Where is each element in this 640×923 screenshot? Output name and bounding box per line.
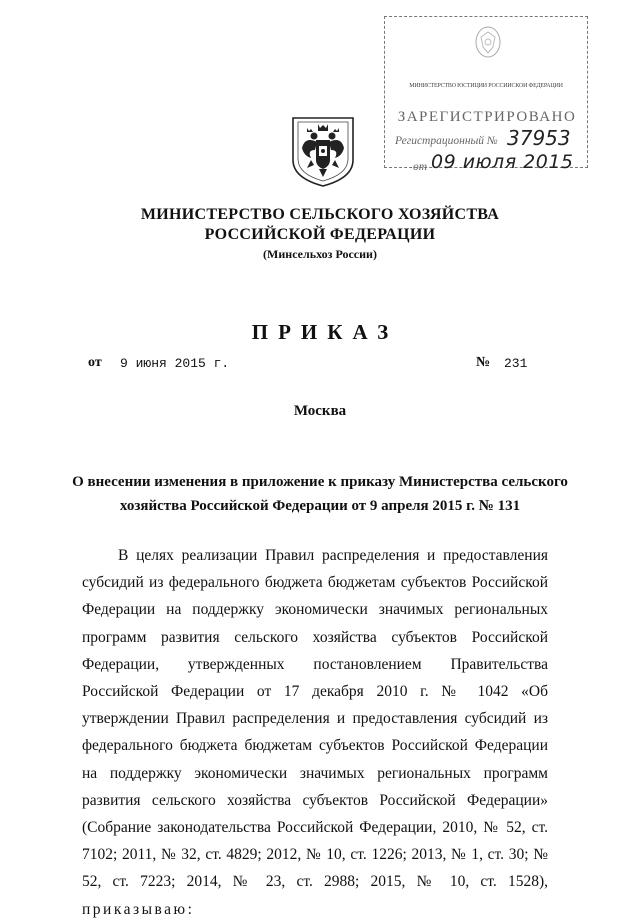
stamp-date-label: от xyxy=(413,161,428,173)
order-title: ПРИКАЗ xyxy=(251,320,399,344)
ministry-name-line2: РОССИЙСКОЙ ФЕДЕРАЦИИ xyxy=(204,226,436,243)
stamp-regnum-label: Регистрационный № xyxy=(395,135,498,147)
order-number: 231 xyxy=(504,356,528,371)
stamp-registered-label: ЗАРЕГИСТРИРОВАНО xyxy=(397,109,577,125)
order-command: приказываю: xyxy=(82,900,195,918)
stamp-date-value: 09 июля 2015 xyxy=(431,151,574,173)
ministry-short-name: (Минсельхоз России) xyxy=(263,247,377,261)
order-date: 9 июня 2015 г. xyxy=(120,356,230,371)
stamp-ministry-line: МИНИСТЕРСТВО ЮСТИЦИИ РОССИЙСКОЙ ФЕДЕРАЦИИ xyxy=(409,83,563,89)
coat-of-arms-icon xyxy=(289,116,357,188)
ministry-name-line1: МИНИСТЕРСТВО СЕЛЬСКОГО ХОЗЯЙСТВА xyxy=(140,206,500,223)
order-date-prefix: от xyxy=(88,355,102,370)
order-city: Москва xyxy=(293,403,347,419)
stamp-regnum-value: 37953 xyxy=(507,126,571,150)
order-subject: О внесении изменения в приложение к приказу Министерства сельского хозяйства Российской Федерации от 9 апреля 2015 г. № 131 xyxy=(72,474,568,514)
order-number-prefix: № xyxy=(476,355,491,370)
body-paragraph-text: В целях реализации Правил распределения и предоставления субсидий из федерального бюджета бюджетам субъектов Российской Федерации на поддержку экономически значимых региональных программ развития сельского хозяйства субъектов Российской Федерации, утвержденных постановлением Правительства Российской Федерации от 17 декабря 2010 г. № 1042 «Об утверждении Правил распределения и предоставления субсидий из федерального бюджета бюджетам субъектов Российской Федерации на поддержку экономически значимых региональных программ развития сельского хозяйства субъектов Российской Федерации» (Собрание законодательства Российской Федерации, 2010, № 52, ст. 7102; 2011, № 32, ст. 4829; 2012, № 10, ст. 1226; 2013, № 1, ст. 30; № 52, ст. 7223; 2014, № 23, ст. 2988; 2015, № 10, ст. 1528), xyxy=(82,547,548,891)
stamp-emblem-icon xyxy=(473,23,503,61)
registration-stamp xyxy=(384,16,588,173)
order-body-paragraph xyxy=(82,542,548,923)
